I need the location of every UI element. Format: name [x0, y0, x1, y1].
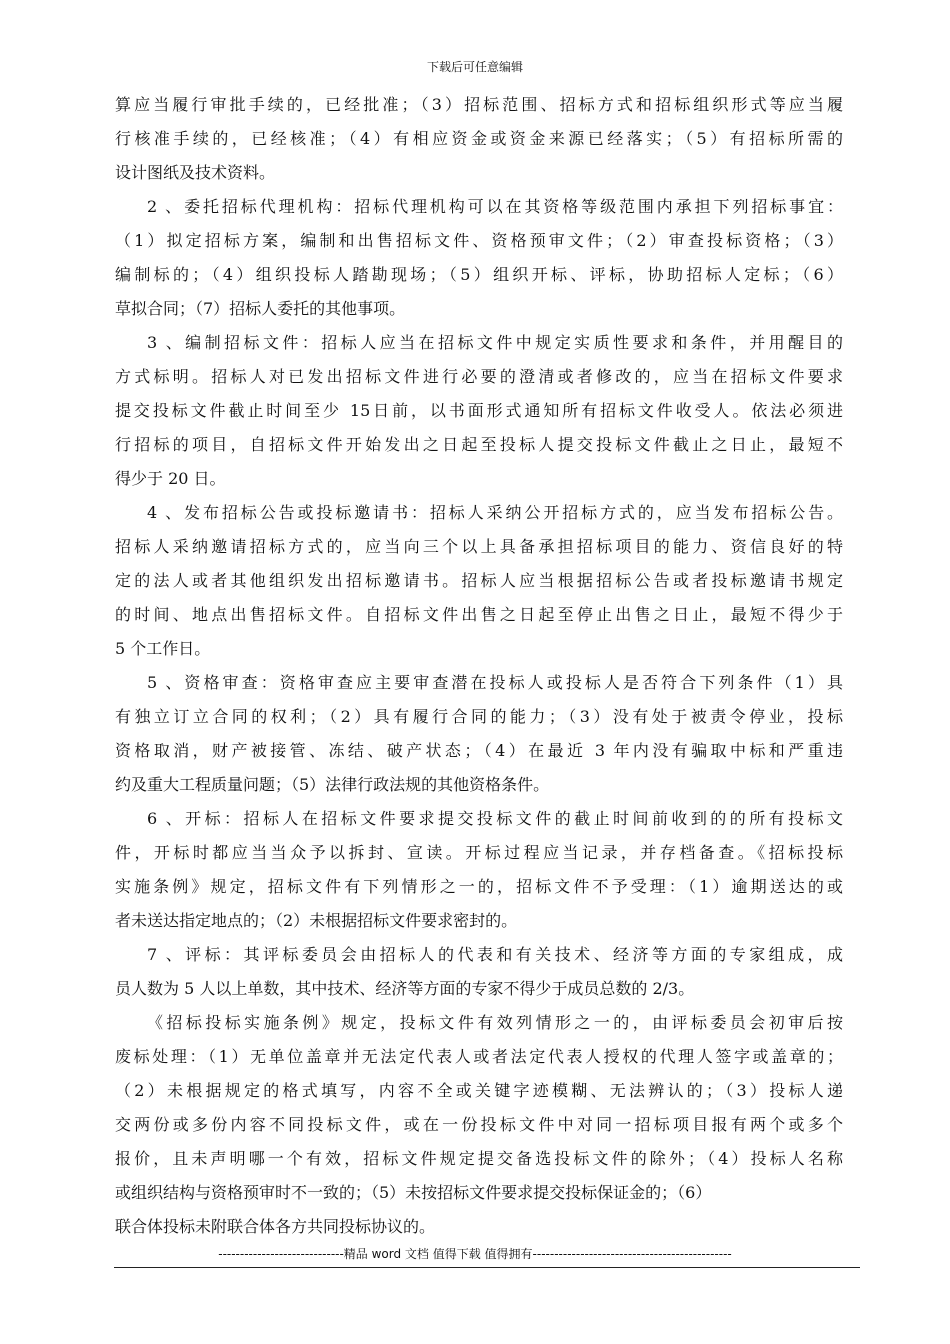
- text-line: 件，开标时都应当当众予以拆封、宣读。开标过程应当记录，并存档备查。《招标投标: [115, 843, 843, 862]
- page-header: 下载后可任意编辑: [426, 60, 523, 74]
- text-line: 《招标投标实施条例》规定，投标文件有效列情形之一的，由评标委员会初审后按: [147, 1013, 843, 1032]
- paragraph: [115, 938, 843, 1006]
- text-line: 联合体投标未附联合体各方共同投标协议的。: [115, 1217, 436, 1236]
- text-line: 算应当履行审批手续的，已经批准；（3）招标范围、招标方式和招标组织形式等应当履: [115, 95, 843, 114]
- text-line: 5 个工作日。: [115, 639, 211, 658]
- footer-divider: [114, 1267, 860, 1268]
- text-line: 草拟合同；（7）招标人委托的其他事项。: [115, 299, 406, 318]
- text-line: 提交投标文件截止时间至少 15日前，以书面形式通知所有招标文件收受人。依法必须进: [115, 401, 843, 420]
- text-line: 约及重大工程质量问题；（5）法律行政法规的其他资格条件。: [115, 775, 550, 794]
- text-line: 资格取消，财产被接管、冻结、破产状态；（4）在最近 3 年内没有骗取中标和严重违: [115, 741, 843, 760]
- text-line: 定的法人或者其他组织发出招标邀请书。招标人应当根据招标公告或者投标邀请书规定: [115, 571, 843, 590]
- text-line: 行核准手续的，已经核准；（4）有相应资金或资金来源已经落实；（5）有招标所需的: [115, 129, 843, 148]
- text-line: 交两份或多份内容不同投标文件，或在一份投标文件中对同一招标项目报有两个或多个: [115, 1115, 843, 1134]
- text-line: （1）拟定招标方案，编制和出售招标文件、资格预审文件；（2）审查投标资格；（3）: [115, 231, 843, 250]
- document-body: [115, 88, 843, 1244]
- paragraph: [115, 496, 843, 666]
- text-line: 4 、发布招标公告或投标邀请书：招标人采纳公开招标方式的，应当发布招标公告。: [147, 503, 843, 522]
- paragraph: [115, 326, 843, 496]
- text-line: 员人数为 5 人以上单数，其中技术、经济等方面的专家不得少于成员总数的 2/3。: [115, 979, 695, 998]
- text-line: 设计图纸及技术资料。: [115, 163, 276, 182]
- page-footer: -----------------------------精品 word 文档 值得下载 值得拥有----------------------------------------------: [218, 1247, 732, 1261]
- text-line: 有独立订立合同的权利；（2）具有履行合同的能力；（3）没有处于被责令停业，投标: [115, 707, 843, 726]
- paragraph: [115, 190, 843, 326]
- text-line: 废标处理：（1）无单位盖章并无法定代表人或者法定代表人授权的代理人签字或盖章的；: [115, 1047, 843, 1066]
- text-line: 6 、开标：招标人在招标文件要求提交投标文件的截止时间前收到的的所有投标文: [147, 809, 843, 828]
- paragraph: [115, 802, 843, 938]
- text-line: 者未送达指定地点的；（2）未根据招标文件要求密封的。: [115, 911, 518, 930]
- text-line: 方式标明。招标人对已发出招标文件进行必要的澄清或者修改的，应当在招标文件要求: [115, 367, 843, 386]
- text-line: 报价，且未声明哪一个有效，招标文件规定提交备选投标文件的除外；（4）投标人名称: [115, 1149, 843, 1168]
- text-line: 招标人采纳邀请招标方式的，应当向三个以上具备承担招标项目的能力、资信良好的特: [115, 537, 843, 556]
- text-line: 7 、评标：其评标委员会由招标人的代表和有关技术、经济等方面的专家组成，成: [147, 945, 843, 964]
- text-line: 实施条例》规定，招标文件有下列情形之一的，招标文件不予受理：（1）逾期送达的或: [115, 877, 843, 896]
- paragraph: [115, 666, 843, 802]
- text-line: （2）未根据规定的格式填写，内容不全或关键字迹模糊、无法辨认的；（3）投标人递: [115, 1081, 843, 1100]
- text-line: 2 、委托招标代理机构：招标代理机构可以在其资格等级范围内承担下列招标事宜：: [147, 197, 843, 216]
- text-line: 行招标的项目，自招标文件开始发出之日起至投标人提交投标文件截止之日止，最短不: [115, 435, 843, 454]
- text-line: 3 、编制招标文件：招标人应当在招标文件中规定实质性要求和条件，并用醒目的: [147, 333, 843, 352]
- text-line: 的时间、地点出售招标文件。自招标文件出售之日起至停止出售之日止，最短不得少于: [115, 605, 843, 624]
- paragraph: [115, 1006, 843, 1244]
- text-line: 5 、资格审查：资格审查应主要审查潜在投标人或投标人是否符合下列条件（1）具: [147, 673, 843, 692]
- text-line: 或组织结构与资格预审时不一致的；（5）未按招标文件要求提交投标保证金的；（6）: [115, 1183, 712, 1202]
- text-line: 得少于 20 日。: [115, 469, 226, 488]
- text-line: 编制标的；（4）组织投标人踏勘现场；（5）组织开标、评标，协助招标人定标；（6）: [115, 265, 843, 284]
- paragraph: [115, 88, 843, 190]
